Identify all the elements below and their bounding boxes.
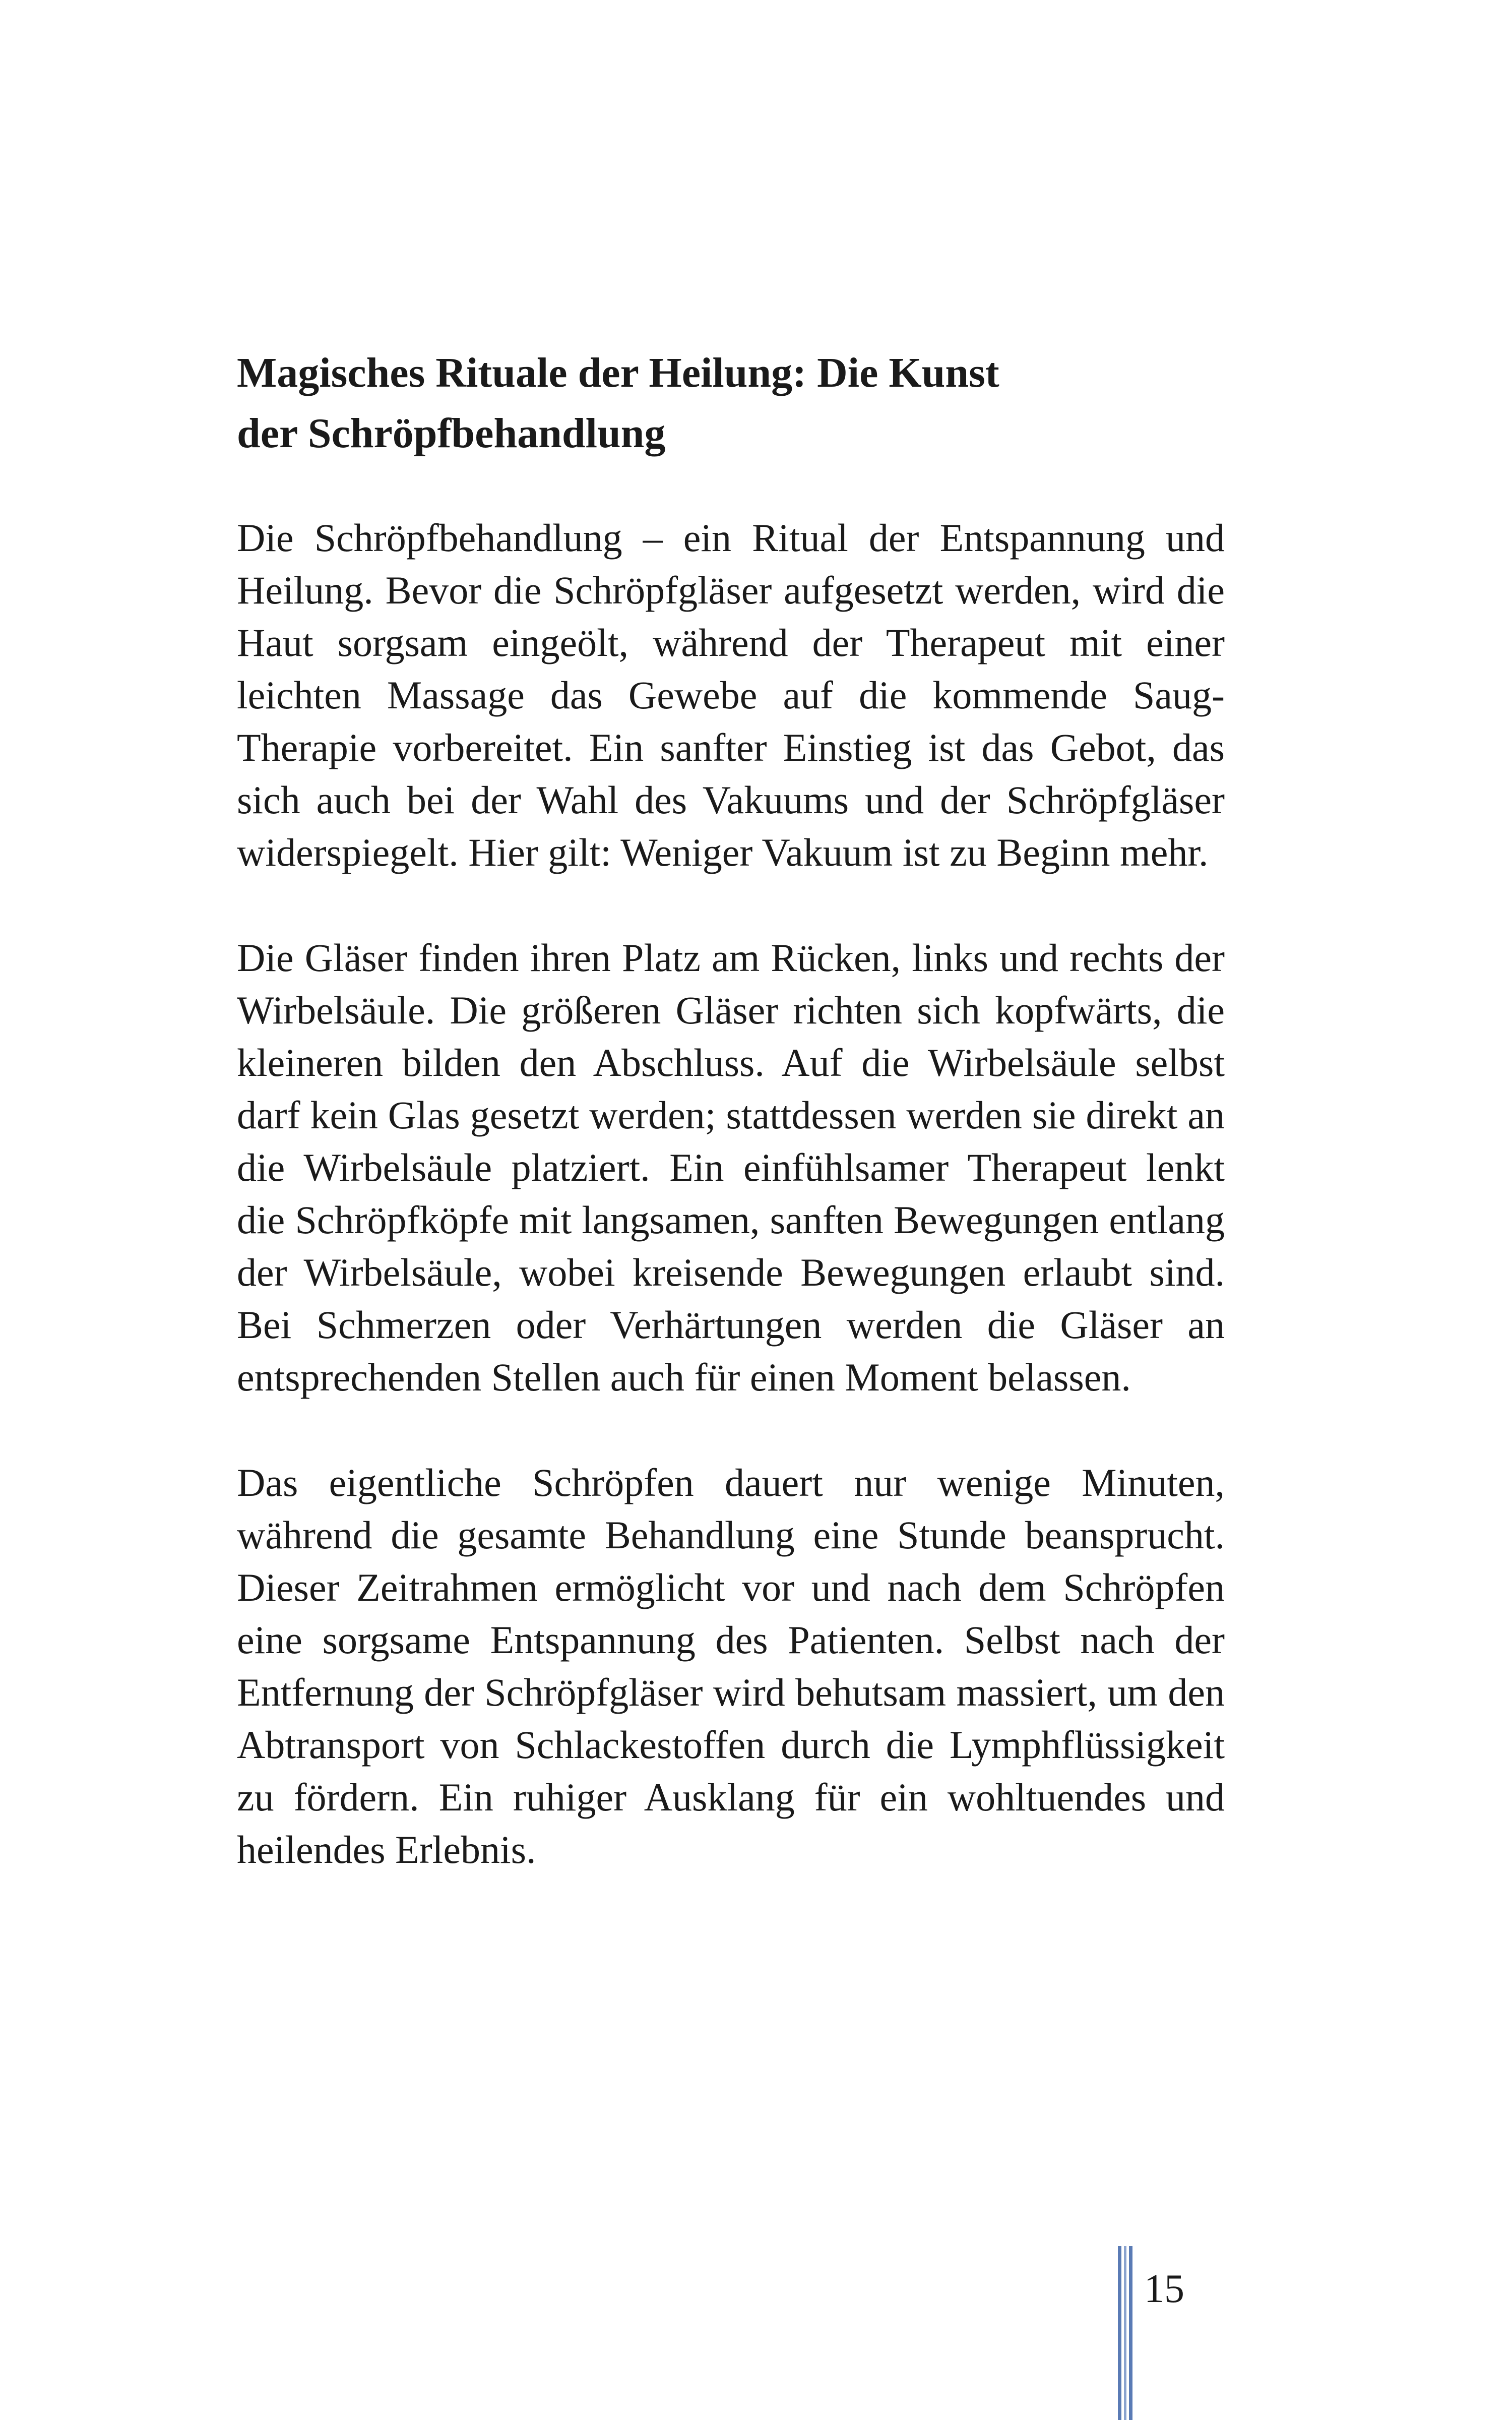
chapter-heading <box>237 343 1225 464</box>
decoration-bar <box>1129 2246 1132 2420</box>
page-content <box>237 343 1225 1876</box>
page-number: 15 <box>1144 2267 1184 2311</box>
paragraph-2: Die Gläser finden ihren Platz am Rücken, links und rechts der Wirbelsäule. Die größeren Gläser richten sich kopfwärts, die kleineren bilden den Abschluss. Auf die Wirbelsäule selbst darf kein Glas gesetzt werden; stattdessen werden sie direkt an die Wirbelsäule platziert. Ein einfühlsamer Therapeut lenkt die Schröpfköpfe mit langsamen, sanften Bewegungen entlang der Wirbelsäule, wobei kreisende Bewegungen erlaubt sind. Bei Schmerzen oder Verhärtungen werden die Gläser an entsprechenden Stellen auch für einen Moment belassen. <box>237 936 1225 1399</box>
chapter-heading-line-1: Magisches Rituale der Heilung: Die Kunst <box>237 349 999 396</box>
decoration-bar <box>1124 2246 1126 2420</box>
chapter-heading-line-2: der Schröpfbehandlung <box>237 410 666 457</box>
paragraph-3: Das eigentliche Schröpfen dauert nur wenige Minuten, während die gesamte Behandlung eine Stunde beansprucht. Dieser Zeitrahmen ermöglicht vor und nach dem Schröpfen eine sorgsame Entspannung des Patienten. Selbst nach der Entfernung der Schröpfgläser wird behutsam massiert, um den Abtransport von Schlackestoffen durch die Lymphflüssigkeit zu fördern. Ein ruhiger Ausklang für ein wohltuendes und heilendes Erlebnis. <box>237 1461 1225 1871</box>
paragraph-1: Die Schröpfbehandlung – ein Ritual der Entspannung und Heilung. Bevor die Schröpfgläser aufgesetzt werden, wird die Haut sorgsam eingeölt, während der Therapeut mit einer leichten Massage das Gewebe auf die kommende Saug-Therapie vorbereitet. Ein sanfter Einstieg ist das Gebot, das sich auch bei der Wahl des Vakuums und der Schröpfgläser widerspiegelt. Hier gilt: Weniger Vakuum ist zu Beginn mehr. <box>237 516 1225 874</box>
page-number-decoration <box>1118 2246 1133 2420</box>
decoration-bar <box>1118 2246 1121 2420</box>
